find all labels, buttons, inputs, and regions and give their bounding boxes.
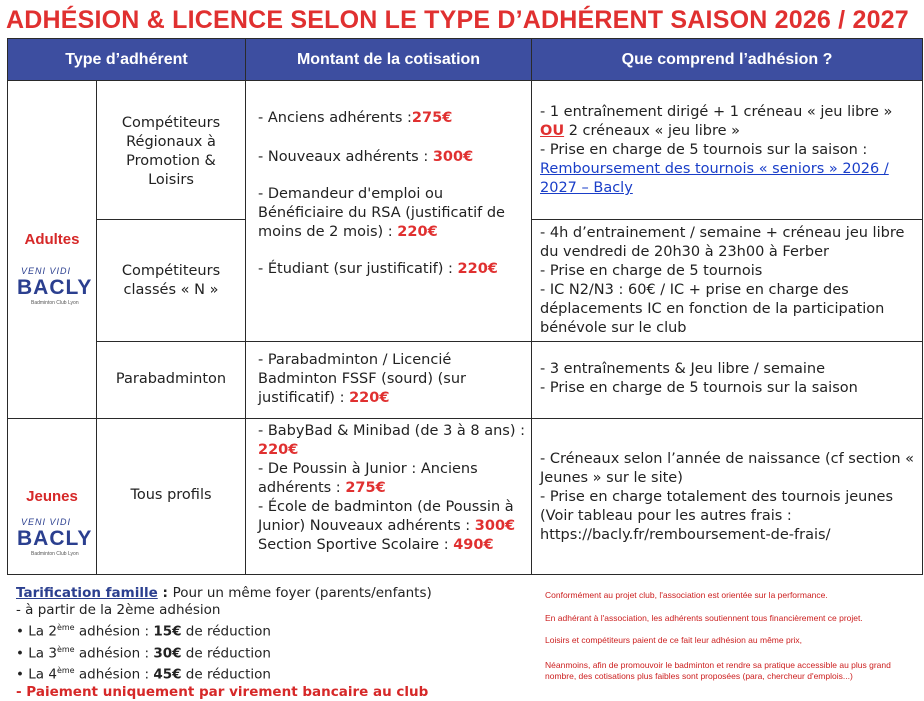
price-demandeur: - Demandeur d'emploi ou Bénéficiaire du RSA (justificatif de moins de 2 mois) : 220€ xyxy=(258,186,505,240)
bacly-logo: VENI VIDI BACLY Badminton Club Lyon xyxy=(17,266,93,306)
note-2: En adhérant à l'association, les adhérents soutiennent tous financièrement ce projet. xyxy=(545,613,863,623)
note-3: Loisirs et compétiteurs paient de ce fait leur adhésion au même prix, xyxy=(545,635,803,645)
price-section: Section Sportive Scolaire : 490€ xyxy=(258,537,494,553)
tarification-famille: Tarification famille : Pour un même foyer (parents/enfants) - à partir de la 2ème adhésion • La 2ème adhésion : 15€ de réduction • La 3ème adhésion : 30€ de réduction • La 4ème adhésion : 45€ de réduction - Paiement uniquement par virement bancaire au club xyxy=(16,585,432,700)
jeunes-label-cell xyxy=(7,418,97,575)
parabadminton-content: - 3 entraînements & Jeu libre / semaine - Prise en charge de 5 tournois sur la saison xyxy=(531,341,923,419)
price-poussin: - De Poussin à Junior : Anciens adhérents : 275€ xyxy=(258,461,478,496)
type-competiteurs-regionaux: Compétiteurs Régionaux à Promotion & Loisirs xyxy=(96,80,246,220)
adultes-label: Adultes xyxy=(24,231,80,248)
type-tous-profils: Tous profils xyxy=(96,418,246,575)
jeunes-label: Jeunes xyxy=(26,488,78,505)
jeunes-content: - Créneaux selon l’année de naissance (cf section « Jeunes » sur le site) - Prise en charge totalement des tournois jeunes (Voir tableau pour les autres frais : https://bacly.fr/remboursement-de-frais/ xyxy=(531,418,923,575)
jeunes-prices xyxy=(245,418,532,575)
page-title: ADHÉSION & LICENCE SELON LE TYPE D’ADHÉRENT SAISON 2026 / 2027 xyxy=(6,6,909,34)
bacly-logo: VENI VIDI BACLY Badminton Club Lyon xyxy=(17,517,93,557)
note-1: Conformément au projet club, l'association est orientée sur la performance. xyxy=(545,590,828,600)
adultes-row1-content: - 1 entraînement dirigé + 1 créneau « jeu libre » OU 2 créneaux « jeu libre » - Prise en charge de 5 tournois sur la saison : Remboursement des tournois « seniors » 2026 / 2027 – Bacly xyxy=(531,80,923,220)
header-comprend: Que comprend l’adhésion ? xyxy=(531,38,923,81)
adultes-row2-content: - 4h d’entrainement / semaine + créneau jeu libre du vendredi de 20h30 à 23h00 à Ferber - Prise en charge de 5 tournois - IC N2/N3 : 60€ / IC + prise en charge des déplacements IC en fonction de la participation bénévole sur le club xyxy=(531,219,923,342)
type-parabadminton: Parabadminton xyxy=(96,341,246,419)
note-4: Néanmoins, afin de promouvoir le badminton et rendre sa pratique accessible au plus grand nombre, des cotisations plus faibles sont proposées (para, chercheur d'emplois...) xyxy=(545,660,891,681)
header-type: Type d’adhérent xyxy=(7,38,246,81)
adultes-label-cell xyxy=(7,80,97,419)
price-etudiant: - Étudiant (sur justificatif) : 220€ xyxy=(258,261,498,277)
price-anciens: - Anciens adhérents :275€ xyxy=(258,110,453,126)
remboursement-seniors-link[interactable]: Remboursement des tournois « seniors » 2026 / 2027 – Bacly xyxy=(540,161,889,196)
price-parabadminton: - Parabadminton / Licencié Badminton FSSF (sourd) (sur justificatif) : 220€ xyxy=(245,341,532,419)
type-competiteurs-n: Compétiteurs classés « N » xyxy=(96,219,246,342)
adultes-prices xyxy=(245,80,532,342)
price-nouveaux: - Nouveaux adhérents : 300€ xyxy=(258,149,474,165)
header-montant: Montant de la cotisation xyxy=(245,38,532,81)
price-babybad: - BabyBad & Minibad (de 3 à 8 ans) : 220€ xyxy=(258,423,526,458)
price-ecole: - École de badminton (de Poussin à Junior) Nouveaux adhérents : 300€ xyxy=(258,499,516,534)
